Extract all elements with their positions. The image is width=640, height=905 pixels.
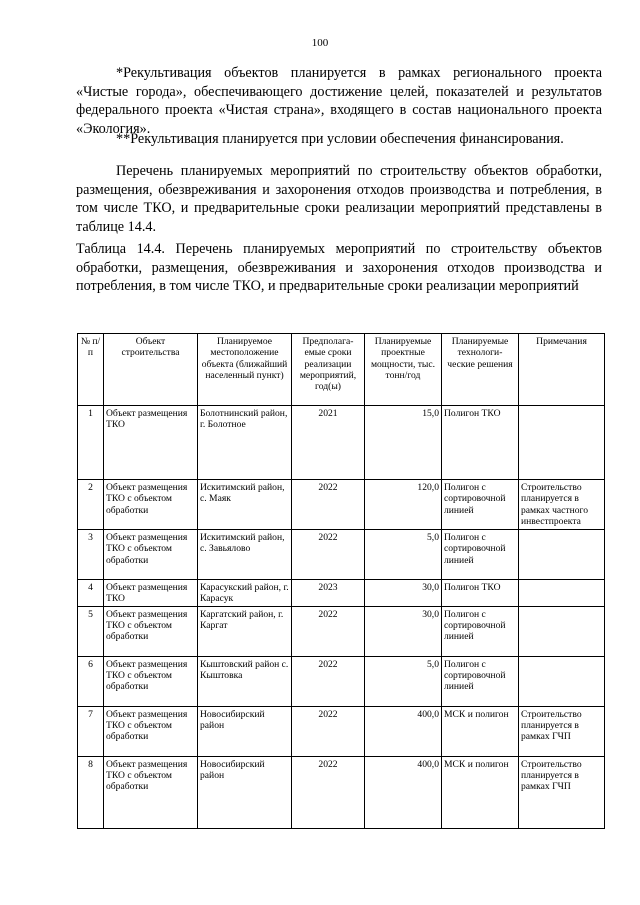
cell-tech: Полигон ТКО <box>442 580 519 607</box>
header-location: Планируемое местоположение объекта (ближайший населенный пункт) <box>198 334 292 406</box>
page-number: 100 <box>311 37 329 49</box>
table-row <box>78 656 605 706</box>
cell-note <box>519 580 605 607</box>
cell-location: Новосибирский район <box>198 756 292 828</box>
cell-tech: Полигон с сортировочной линией <box>442 606 519 656</box>
cell-year: 2023 <box>292 580 365 607</box>
table-row <box>78 606 605 656</box>
cell-capacity: 400,0 <box>365 756 442 828</box>
cell-note: Строительство планируется в рамках ГЧП <box>519 706 605 756</box>
cell-tech: МСК и полигон <box>442 706 519 756</box>
intro-paragraph: Перечень планируемых мероприятий по строительству объектов обработки, размещения, обезвреживания и захоронения отходов производства и потребления, в том числе ТКО, и предварительные сроки реализации мероприятий представлены в таблице 14.4. <box>76 163 602 235</box>
cell-capacity: 30,0 <box>365 606 442 656</box>
cell-tech: Полигон с сортировочной линией <box>442 480 519 530</box>
cell-num: 2 <box>78 480 104 530</box>
cell-object: Объект размещения ТКО <box>104 580 198 607</box>
cell-note: Строительство планируется в рамках ГЧП <box>519 756 605 828</box>
cell-year: 2022 <box>292 656 365 706</box>
cell-tech: Полигон с сортировочной линией <box>442 656 519 706</box>
measures-table <box>77 333 605 829</box>
cell-tech: Полигон ТКО <box>442 406 519 480</box>
cell-capacity: 120,0 <box>365 480 442 530</box>
cell-year: 2022 <box>292 606 365 656</box>
header-year: Предполага-емые сроки реализации мероприятий, год(ы) <box>292 334 365 406</box>
cell-num: 7 <box>78 706 104 756</box>
cell-location: Искитимский район, с. Завьялово <box>198 530 292 580</box>
cell-year: 2021 <box>292 406 365 480</box>
cell-tech: Полигон с сортировочной линией <box>442 530 519 580</box>
cell-capacity: 30,0 <box>365 580 442 607</box>
cell-location: Карасукский район, г. Карасук <box>198 580 292 607</box>
cell-note <box>519 406 605 480</box>
cell-note <box>519 606 605 656</box>
header-num: № п/п <box>78 334 104 406</box>
cell-year: 2022 <box>292 480 365 530</box>
cell-note <box>519 656 605 706</box>
cell-location: Искитимский район, с. Маяк <box>198 480 292 530</box>
cell-location: Новосибирский район <box>198 706 292 756</box>
cell-capacity: 400,0 <box>365 706 442 756</box>
cell-object: Объект размещения ТКО с объектом обработки <box>104 480 198 530</box>
cell-note <box>519 530 605 580</box>
cell-note: Строительство планируется в рамках частного инвестпроекта <box>519 480 605 530</box>
cell-location: Кыштовский район с. Кыштовка <box>198 656 292 706</box>
cell-num: 1 <box>78 406 104 480</box>
cell-tech: МСК и полигон <box>442 756 519 828</box>
table-row <box>78 580 605 607</box>
table-row <box>78 706 605 756</box>
cell-num: 3 <box>78 530 104 580</box>
header-note: Примечания <box>519 334 605 406</box>
cell-capacity: 5,0 <box>365 656 442 706</box>
header-capacity: Планируемые проектные мощности, тыс. тонн/год <box>365 334 442 406</box>
table-caption: Таблица 14.4. Перечень планируемых мероприятий по строительству объектов обработки, размещения, обезвреживания и захоронения отходов производства и потребления, в том числе ТКО, и предварительные сроки реализации мероприятий <box>76 241 602 295</box>
cell-year: 2022 <box>292 530 365 580</box>
table-row <box>78 756 605 828</box>
cell-capacity: 5,0 <box>365 530 442 580</box>
cell-year: 2022 <box>292 706 365 756</box>
header-tech: Планируемые технологи-ческие решения <box>442 334 519 406</box>
table-header-row <box>78 334 605 406</box>
cell-object: Объект размещения ТКО с объектом обработки <box>104 606 198 656</box>
table-row <box>78 406 605 480</box>
cell-object: Объект размещения ТКО с объектом обработки <box>104 656 198 706</box>
footnote-recultivation: *Рекультивация объектов планируется в рамках регионального проекта «Чистые города», обеспечивающего достижение целей, показателей и результатов федерального проекта «Чистая страна», входящего в состав национального проекта «Экология». <box>76 65 602 137</box>
cell-capacity: 15,0 <box>365 406 442 480</box>
cell-year: 2022 <box>292 756 365 828</box>
cell-num: 6 <box>78 656 104 706</box>
cell-num: 4 <box>78 580 104 607</box>
table-row <box>78 530 605 580</box>
footnote-financing: **Рекультивация планируется при условии обеспечения финансирования. <box>116 131 564 147</box>
table-row <box>78 480 605 530</box>
cell-object: Объект размещения ТКО с объектом обработки <box>104 706 198 756</box>
cell-location: Болотнинский район, г. Болотное <box>198 406 292 480</box>
header-object: Объект строительства <box>104 334 198 406</box>
cell-num: 5 <box>78 606 104 656</box>
cell-object: Объект размещения ТКО с объектом обработки <box>104 530 198 580</box>
cell-location: Каргатский район, г. Каргат <box>198 606 292 656</box>
cell-num: 8 <box>78 756 104 828</box>
cell-object: Объект размещения ТКО с объектом обработки <box>104 756 198 828</box>
cell-object: Объект размещения ТКО <box>104 406 198 480</box>
